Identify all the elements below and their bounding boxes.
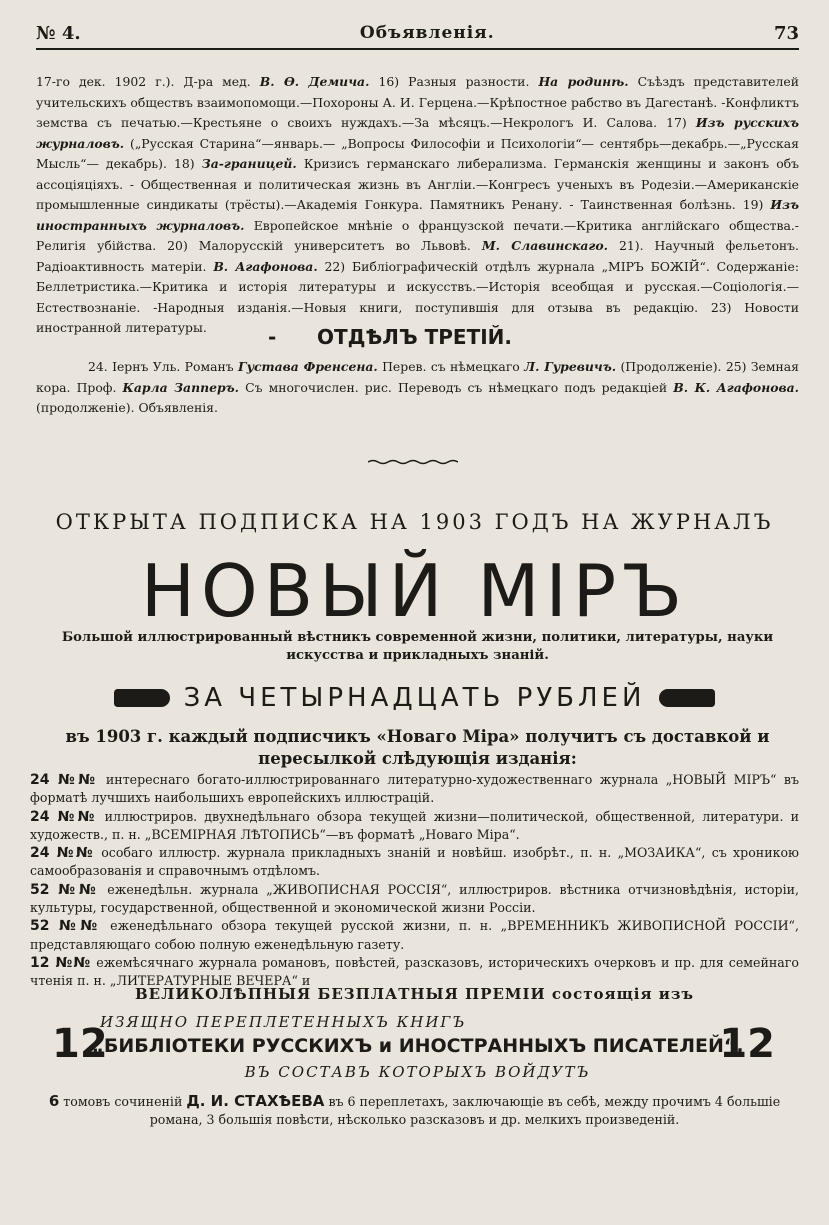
item-text: ежемѣсячнаго журнала романовъ, повѣстей, разсказовъ, историческихъ очерковъ и пр. для семейнаго чтенія п. н. „ЛИТЕРАТУРНЫЕ ВЕЧЕРА“ и — [30, 954, 799, 989]
contents-section: За-границей. — [201, 156, 297, 171]
contents-text: („Русская Старина“—январь.— „Вопросы Философіи и Психологіи“— сентябрь—декабрь.—„Русская Мысль“— декабрь). 18) — [36, 135, 799, 171]
contents-text: Кризисъ германскаго либерализма. Германскія женщины и законъ объ ассоціяціяхъ. - Общественная и политическая жизнь въ Англіи.—Конгресъ ученыхъ въ Родезіи.—Американскіе промышленные синдикаты (трёсты).—Академія Гонкура. Памятникъ Ренану. - Таинственная болѣзнь. 19) — [36, 156, 799, 212]
list-item — [30, 771, 799, 808]
section-dash: - — [268, 325, 277, 349]
item-count: 12 №№ — [30, 954, 92, 971]
premiums-heading: ВЕЛИКОЛѢПНЫЯ БЕЗПЛАТНЫЯ ПРЕМІИ состоящія изъ — [134, 985, 695, 1003]
subscription-announcement: ОТКРЫТА ПОДПИСКА НА 1903 ГОДЪ НА ЖУРНАЛЪ — [55, 510, 774, 534]
contents-author: М. Славинскаго. — [481, 238, 608, 253]
price-banner — [0, 680, 829, 716]
item-text: иллюстриров. двухнедѣльнаго обзора текущей жизни—политической, общественной, литератури. и художеств., п. н. „ВСЕМІРНАЯ ЛѢТОПИСЬ“—въ форматѣ „Новаго Міра“. — [30, 808, 799, 842]
item-count: 24 №№ — [30, 845, 95, 862]
contents-text: Съѣздъ представителей учительскихъ обществъ взаимопомощи.—Похороны А. И. Герцена.—Крѣпостное рабство въ Дагестанѣ. -Конфликтъ земства съ печатью.—Крестьяне о своихъ нуждахъ.—За мѣсяцъ.—Некрологъ И. Салова. 17) — [36, 74, 799, 130]
item-count: 52 №№ — [30, 881, 100, 898]
contents-section: Изъ русскихъ журналовъ. — [36, 115, 799, 151]
item-text: особаго иллюстр. журнала прикладныхъ знаній и новѣйш. изобрѣт., п. н. „МОЗАИКА“, съ хроникою самообразованія и справочнымъ отдѣломъ. — [30, 845, 800, 879]
section-heading — [0, 325, 829, 349]
contents-text: Европейское мнѣніе о французской печати.—Критика англійскаго общества.- Религія убійства. 20) Малорусскій университетъ во Львовѣ. — [36, 217, 799, 253]
contents-text: 21). Научный фельетонъ. Радіоактивность матеріи. — [36, 238, 799, 274]
subscriber-lead: въ 1903 г. каждый подписчикъ «Новаго Міра» получитъ съ доставкой и пересылкой слѣдующія изданія: — [65, 727, 770, 768]
volumes-count-left: 12 — [52, 1021, 108, 1067]
item-count: 24 №№ — [30, 808, 98, 825]
item-count: 24 №№ — [30, 772, 99, 788]
works-text: томовъ сочиненій — [63, 1094, 183, 1109]
works-description: въ 6 переплетахъ, заключающіе въ себѣ, между прочимъ 4 большіе романа, 3 большія повѣсти, нѣсколько разсказовъ и др. мелкихъ произведеній. — [149, 1094, 781, 1127]
contents-text: (Продолженіе). 25) Земная кора. Проф. — [36, 359, 799, 395]
list-item — [30, 808, 799, 845]
contents-author: Густава Френсена. — [238, 359, 378, 374]
contents-section: На родинѣ. — [538, 74, 629, 89]
library-text — [36, 1013, 799, 1081]
contents-text: 17-го дек. 1902 г.). Д-ра мед. — [36, 74, 251, 89]
list-item — [30, 881, 799, 918]
journal-description: Большой иллюстрированный вѣстникъ современной жизни, политики, литературы, науки искусства и прикладныхъ знаній. — [61, 630, 774, 663]
library-block — [36, 1013, 799, 1085]
contents-text: 16) Разныя разности. — [378, 74, 530, 89]
section-title: ОТДѢЛЪ ТРЕТІЙ. — [316, 325, 512, 349]
item-text: интереснаго богато-иллюстрированнаго литературно-художественнаго журнала „НОВЫЙ МІРЪ“ въ форматѣ лучшихъ наибольшихъ европейскихъ иллюстрацій. — [30, 772, 799, 806]
running-title: Объявленія. — [359, 23, 495, 43]
list-item — [30, 844, 799, 881]
item-count: 52 №№ — [30, 918, 102, 935]
library-line-3: ВЪ СОСТАВЪ КОТОРЫХЪ ВОЙДУТЪ — [244, 1063, 591, 1081]
contents-text: (продолженіе). Объявленія. — [36, 400, 218, 415]
ornament-divider — [368, 459, 458, 465]
contents-author: Л. Гуревичъ. — [524, 359, 617, 374]
publications-list — [30, 771, 799, 991]
contents-author: В. Ѳ. Демича. — [259, 74, 370, 89]
library-line-2: „БИБЛІОТЕКИ РУССКИХЪ и ИНОСТРАННЫХЪ ПИСАТЕЛЕЙ“, — [91, 1035, 744, 1057]
price-text: ЗА ЧЕТЫРНАДЦАТЬ РУБЛЕЙ — [183, 683, 646, 713]
journal-title: НОВЫЙ МІРЪ — [140, 549, 689, 633]
pointing-hand-right-icon — [114, 689, 170, 707]
works-count: 6 — [48, 1092, 60, 1110]
list-item — [30, 917, 799, 954]
contents-author: В. Агафонова. — [213, 258, 318, 274]
page-number: 73 — [773, 22, 799, 44]
contents-paragraph — [36, 72, 799, 339]
contents-section: Изъ иностранныхъ журналовъ. — [36, 197, 799, 233]
contents-text: Перев. съ нѣмецкаго — [382, 359, 520, 374]
issue-number: № 4. — [36, 22, 81, 44]
page-header — [36, 18, 799, 50]
item-text: еженедѣльнаго обзора текущей русской жизни, п. н. „ВРЕМЕННИКЪ ЖИВОПИСНОЙ РОССІИ“, представляющаго собою полную еженедѣльную газету. — [30, 918, 800, 952]
library-line-1: ИЗЯЩНО ПЕРЕПЛЕТЕННЫХЪ КНИГЪ — [100, 1013, 467, 1031]
pointing-hand-left-icon — [659, 689, 715, 707]
contents-text: 24. Іернъ Уль. Романъ — [88, 359, 234, 374]
stakheev-works — [30, 1092, 799, 1129]
volumes-count-right: 12 — [719, 1021, 775, 1067]
contents-author: Карла Запперъ. — [122, 379, 239, 395]
contents-text: Съ многочислен. рис. Переводъ съ нѣмецкаго подъ редакціей — [245, 379, 668, 395]
contents-paragraph-third — [36, 357, 799, 419]
contents-text: 22) Библіографическій отдѣлъ журнала „МІРЪ БОЖІЙ“. Содержаніе: Беллетристика.—Критика и исторія литературы и искусствъ.—Исторія всеобщая и русская.—Соціологія.—Естествознаніе. -Народныя изданія.—Новыя книги, поступившія для отзыва въ редакцію. 23) Новости иностранной литературы. — [36, 258, 800, 335]
author-name: Д. И. СТАХѢЕВА — [186, 1092, 325, 1110]
contents-author: В. К. Агафонова. — [673, 379, 799, 395]
item-text: еженедѣльн. журнала „ЖИВОПИСНАЯ РОССІЯ“, иллюстриров. вѣстника отчизновѣдѣнія, исторіи, культуры, государственной, общественной и экономической жизни Россіи. — [30, 881, 799, 916]
